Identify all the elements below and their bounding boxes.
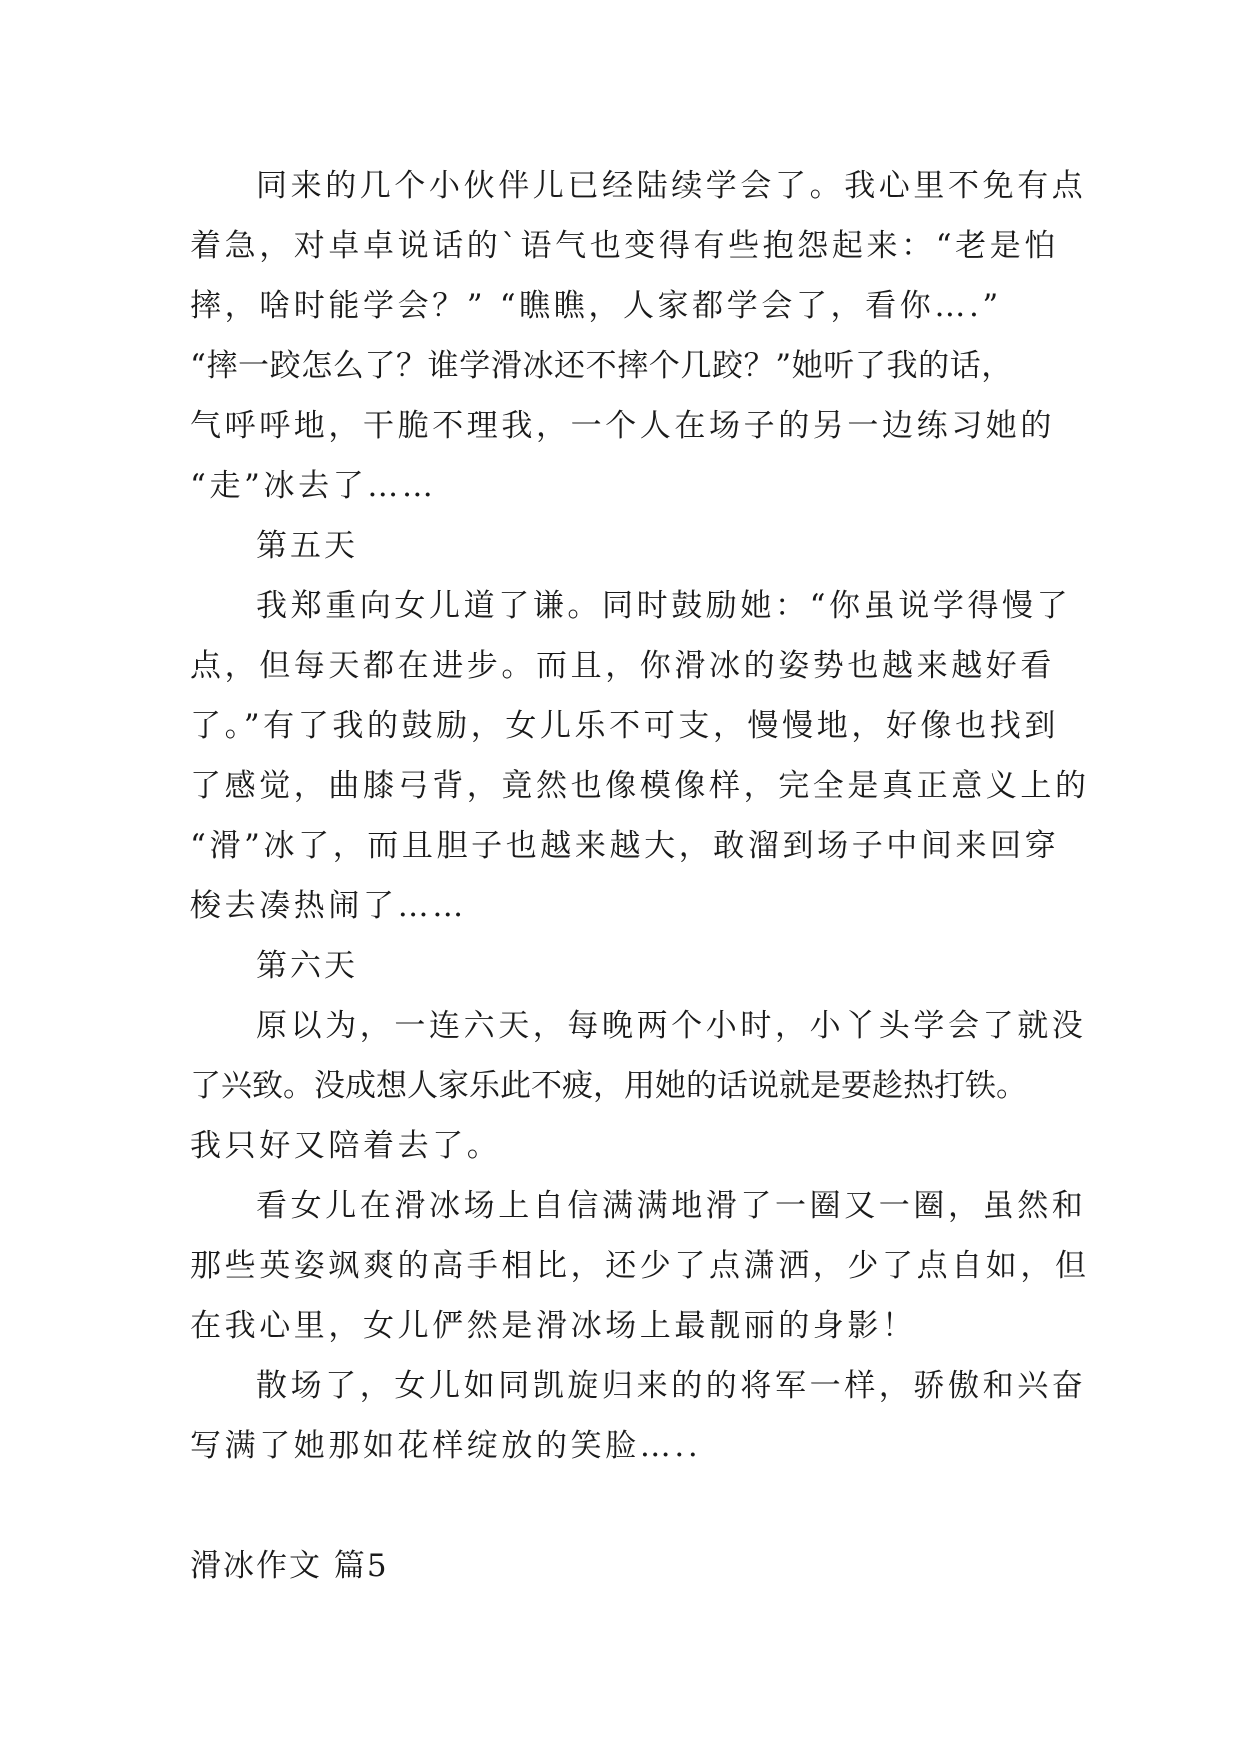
paragraph-line: 气呼呼地，干脆不理我，一个人在场子的另一边练习她的 — [190, 408, 1055, 444]
paragraph-line: 我郑重向女儿道了谦。同时鼓励她：“你虽说学得慢了 — [256, 588, 1072, 624]
paragraph-line: 了感觉，曲膝弓背，竟然也像模像样，完全是真正意义上的 — [190, 768, 1090, 804]
paragraph-line: “滑”冰了，而且胆子也越来越大，敢溜到场子中间来回穿 — [190, 828, 1060, 864]
day-heading: 第六天 — [256, 948, 358, 984]
paragraph-line: 点，但每天都在进步。而且，你滑冰的姿势也越来越好看 — [190, 648, 1055, 684]
day-heading: 第五天 — [256, 528, 358, 564]
paragraph-line: 了。”有了我的鼓励，女儿乐不可支，慢慢地，好像也找到 — [190, 708, 1059, 744]
paragraph-line: 摔，啥时能学会？” “瞧瞧，人家都学会了，看你….” — [190, 288, 1002, 324]
paragraph-line: 那些英姿飒爽的高手相比，还少了点潇洒，少了点自如，但 — [190, 1248, 1090, 1284]
paragraph-line: 在我心里，女儿俨然是滑冰场上最靓丽的身影！ — [190, 1308, 917, 1344]
section-title: 滑冰作文 篇5 — [190, 1548, 389, 1584]
paragraph-line: 了兴致。没成想人家乐此不疲，用她的话说就是要趁热打铁。 — [190, 1068, 1027, 1104]
paragraph-line: 梭去凑热闹了…… — [190, 888, 467, 924]
paragraph-line: “摔一跤怎么了？谁学滑冰还不摔个几跤？”她听了我的话， — [190, 348, 1013, 384]
paragraph-line: “走”冰去了…… — [190, 468, 437, 504]
paragraph-line: 写满了她那如花样绽放的笑脸….. — [190, 1428, 702, 1464]
paragraph-line: 同来的几个小伙伴儿已经陆续学会了。我心里不免有点 — [256, 168, 1087, 204]
paragraph-line: 看女儿在滑冰场上自信满满地滑了一圈又一圈，虽然和 — [256, 1188, 1087, 1224]
paragraph-line: 我只好又陪着去了。 — [190, 1128, 502, 1164]
paragraph-line: 散场了，女儿如同凯旋归来的的将军一样，骄傲和兴奋 — [256, 1368, 1087, 1404]
paragraph-line: 原以为，一连六天，每晚两个小时，小丫头学会了就没 — [256, 1008, 1087, 1044]
paragraph-line: 着急，对卓卓说话的`语气也变得有些抱怨起来：“老是怕 — [190, 228, 1059, 264]
